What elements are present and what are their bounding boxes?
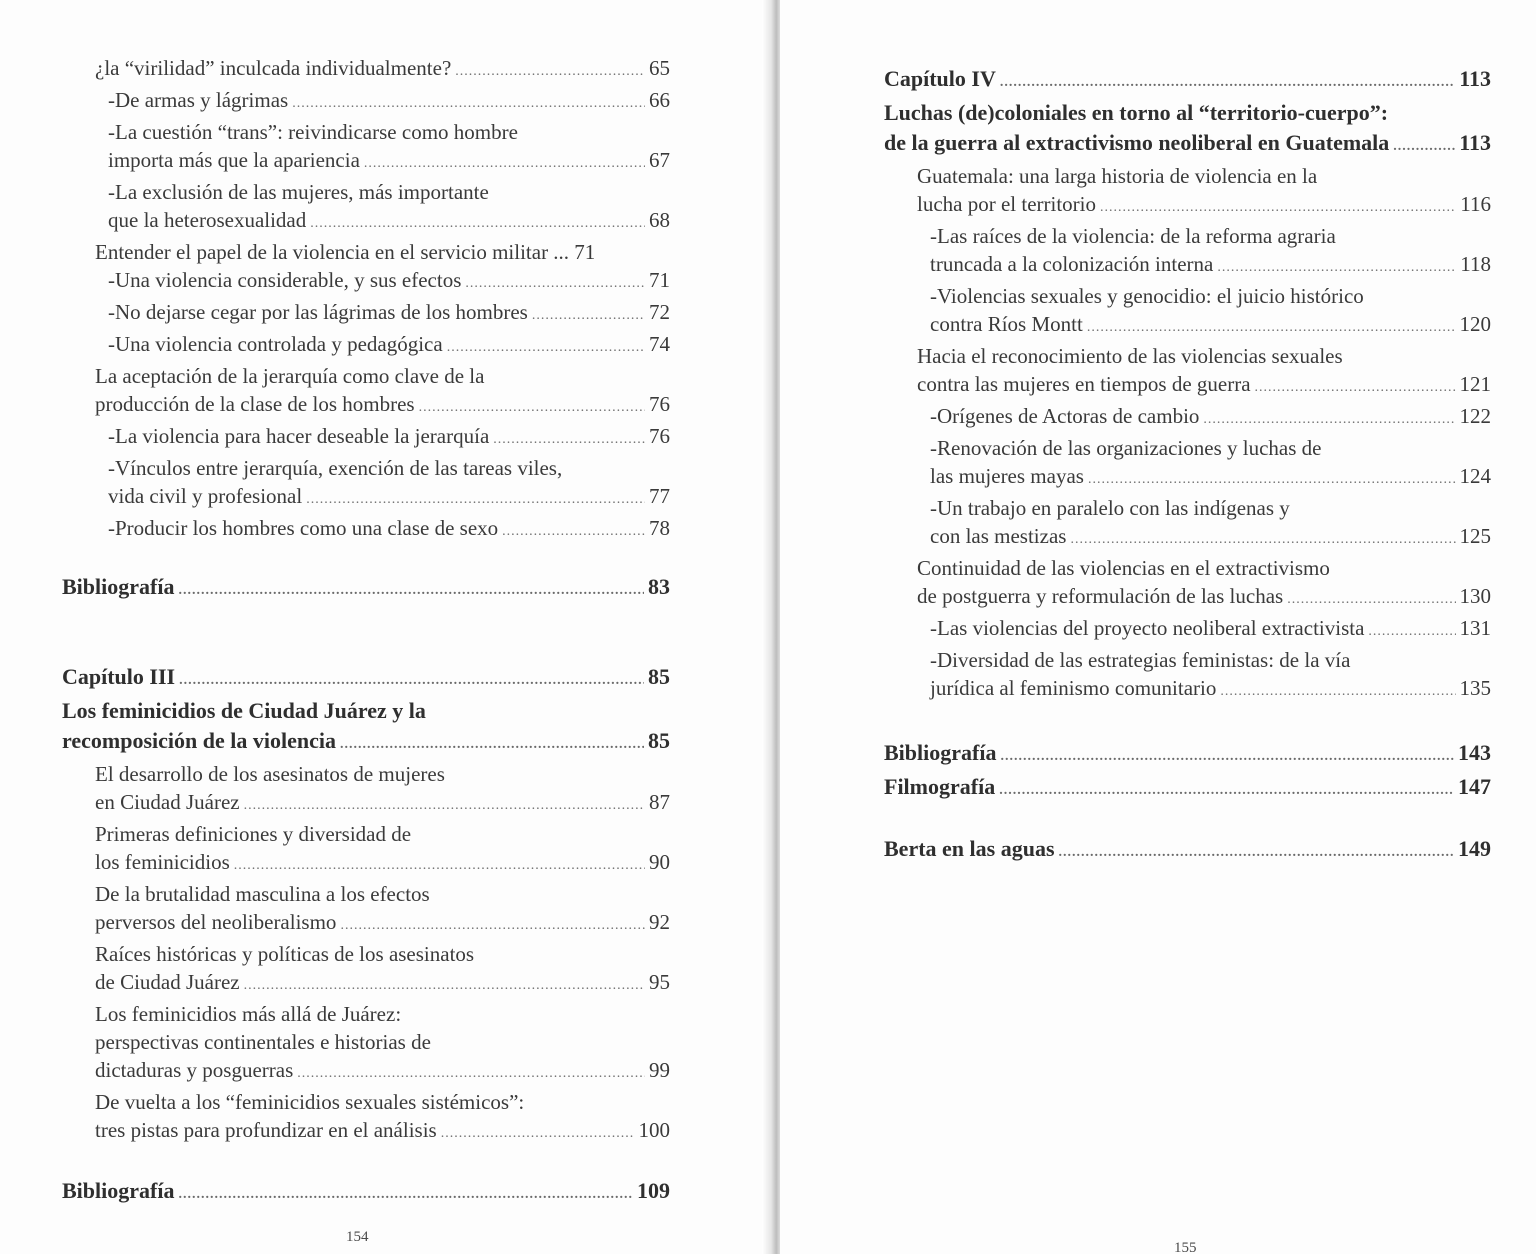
toc-entry-title: truncada a la colonización interna: [930, 252, 1214, 276]
toc-entry-line: [930, 462, 1491, 494]
toc-entry-title: -Un trabajo en paralelo con las indígenas y: [930, 496, 1290, 520]
toc-entry-line: [108, 422, 670, 454]
toc-entry-title: lucha por el territorio: [917, 192, 1097, 216]
toc-entry-line: [95, 390, 670, 422]
toc-entry: [884, 494, 1491, 554]
toc-entry-line: [95, 848, 670, 880]
toc-entry: [62, 820, 670, 880]
toc-entry-line: [930, 402, 1491, 434]
toc-entry-title: -Violencias sexuales y genocidio: el juicio histórico: [930, 284, 1364, 308]
toc-entry: [62, 238, 670, 266]
toc-entry-title: De vuelta a los “feminicidios sexuales sistémicos”:: [95, 1090, 525, 1114]
toc-page-number: 72: [649, 300, 670, 324]
dot-leader: [178, 576, 644, 606]
toc-entry-title: que la heterosexualidad: [108, 208, 307, 232]
toc-entry-line: [884, 834, 1491, 868]
toc-entry-title: -Una violencia controlada y pedagógica: [108, 332, 443, 356]
dot-leader: [455, 58, 645, 86]
toc-entry-line: [108, 298, 670, 330]
dot-leader: [306, 486, 645, 514]
dot-leader: [244, 792, 645, 820]
toc-entry: [884, 282, 1491, 342]
toc-entry: [62, 118, 670, 178]
toc-entry: [884, 222, 1491, 282]
dot-leader: [234, 852, 645, 880]
toc-entry: [884, 64, 1491, 98]
toc-entry: [62, 940, 670, 1000]
toc-entry: [62, 422, 670, 454]
toc-entry-title: jurídica al feminismo comunitario: [930, 676, 1217, 700]
toc-entry-line: [917, 370, 1491, 402]
dot-leader: [1000, 68, 1455, 98]
toc-entry: [62, 572, 670, 606]
toc-page-number: 121: [1459, 372, 1491, 396]
toc-entry-line: [930, 250, 1491, 282]
toc-page-number: 76: [649, 424, 670, 448]
dot-leader: [532, 302, 645, 330]
toc-entry-line: [884, 128, 1491, 162]
toc-page-number: 147: [1458, 774, 1491, 799]
toc-entry: [62, 54, 670, 86]
toc-page-number: 122: [1459, 404, 1491, 428]
toc-entry: [62, 298, 670, 330]
toc-entry-title: perversos del neoliberalismo: [95, 910, 337, 934]
toc-entry-title: -Diversidad de las estrategias feministas: de la vía: [930, 648, 1351, 672]
toc-entry: [62, 454, 670, 514]
toc-entry: [62, 662, 670, 696]
toc-entry-title: -Una violencia considerable, y sus efectos: [108, 268, 462, 292]
toc-page-number: 77: [649, 484, 670, 508]
toc-entry-line: [108, 266, 670, 298]
toc-entry-line: [62, 662, 670, 696]
toc-entry-line: [62, 1176, 670, 1210]
dot-leader: [493, 426, 645, 454]
toc-page-number: 118: [1460, 252, 1491, 276]
table-of-contents-left: [62, 54, 670, 1210]
dot-leader: [340, 730, 644, 760]
toc-entry-line: [108, 206, 670, 238]
toc-entry-title: De la brutalidad masculina a los efectos: [95, 882, 430, 906]
dot-leader: [999, 776, 1454, 806]
toc-page-number: 65: [649, 56, 670, 80]
dot-leader: [179, 666, 644, 696]
toc-entry-title: -De armas y lágrimas: [108, 88, 289, 112]
toc-entry-line: [930, 614, 1491, 646]
dot-leader: [297, 1060, 645, 1088]
toc-entry-title: -Producir los hombres como una clase de sexo: [108, 516, 499, 540]
toc-entry: [884, 738, 1491, 772]
toc-entry-line: [930, 310, 1491, 342]
toc-entry-title: tres pistas para profundizar en el análisis: [95, 1118, 437, 1142]
toc-page-number: 120: [1459, 312, 1491, 336]
dot-leader: [1393, 132, 1455, 162]
toc-entry-title: Los feminicidios de Ciudad Juárez y la: [62, 698, 426, 723]
toc-entry-line: [108, 514, 670, 546]
toc-page-number: 135: [1459, 676, 1491, 700]
toc-entry-line: [108, 330, 670, 362]
dot-leader: [1000, 742, 1454, 772]
toc-page-number: 109: [637, 1178, 670, 1203]
toc-page-number: 67: [649, 148, 670, 172]
toc-page-number: 68: [649, 208, 670, 232]
toc-entry-title: -Vínculos entre jerarquía, exención de las tareas viles,: [108, 456, 563, 480]
toc-entry-title: Bibliografía: [62, 574, 175, 599]
toc-entry-title: Entender el papel de la violencia en el servicio militar ... 71: [95, 240, 596, 264]
toc-entry-line: [917, 582, 1491, 614]
toc-entry: [884, 162, 1491, 222]
toc-page-number: 95: [649, 970, 670, 994]
toc-entry: [62, 760, 670, 820]
toc-entry-title: con las mestizas: [930, 524, 1067, 548]
toc-entry-title: Primeras definiciones y diversidad de: [95, 822, 412, 846]
toc-entry-title: Continuidad de las violencias en el extractivismo: [917, 556, 1330, 580]
dot-leader: [1287, 586, 1455, 614]
toc-entry-line: [108, 146, 670, 178]
toc-entry: [62, 1176, 670, 1210]
dot-leader: [1220, 678, 1455, 706]
toc-entry-title: contra Ríos Montt: [930, 312, 1083, 336]
toc-entry: [62, 86, 670, 118]
toc-entry-title: dictaduras y posguerras: [95, 1058, 294, 1082]
toc-entry: [884, 402, 1491, 434]
toc-entry: [62, 696, 670, 760]
dot-leader: [441, 1120, 635, 1148]
toc-page-number: 85: [648, 664, 670, 689]
toc-entry: [62, 330, 670, 362]
toc-page-number: 87: [649, 790, 670, 814]
toc-entry-title: vida civil y profesional: [108, 484, 303, 508]
toc-entry-line: [108, 86, 670, 118]
toc-entry-title: Hacia el reconocimiento de las violencias sexuales: [917, 344, 1343, 368]
toc-entry-line: [95, 1056, 670, 1088]
toc-entry: [884, 834, 1491, 868]
toc-entry: [62, 1088, 670, 1148]
toc-entry-title: Bibliografía: [884, 740, 997, 765]
toc-entry-line: [930, 522, 1491, 554]
toc-page-number: 100: [638, 1118, 670, 1142]
toc-page-number: 85: [648, 728, 670, 753]
toc-entry-title: de postguerra y reformulación de las luchas: [917, 584, 1284, 608]
toc-entry-title: de la guerra al extractivismo neoliberal en Guatemala: [884, 130, 1390, 155]
toc-entry-line: [930, 674, 1491, 706]
toc-entry-line: [95, 788, 670, 820]
toc-entry-line: [917, 190, 1491, 222]
dot-leader: [340, 912, 645, 940]
toc-page-number: 66: [649, 88, 670, 112]
dot-leader: [1100, 194, 1456, 222]
dot-leader: [465, 270, 645, 298]
toc-entry-title: -La exclusión de las mujeres, más importante: [108, 180, 489, 204]
table-of-contents-right: [884, 64, 1491, 868]
toc-page-number: 113: [1459, 66, 1491, 91]
toc-page-number: 143: [1458, 740, 1491, 765]
dot-leader: [244, 972, 645, 1000]
toc-entry-title: -Orígenes de Actoras de cambio: [930, 404, 1200, 428]
toc-entry-line: [62, 572, 670, 606]
toc-entry-title: Bibliografía: [62, 1178, 175, 1203]
toc-entry: [62, 362, 670, 422]
toc-entry: [884, 614, 1491, 646]
toc-entry-line: [884, 64, 1491, 98]
dot-leader: [1059, 838, 1455, 868]
toc-entry-title: -Las violencias del proyecto neoliberal extractivista: [930, 616, 1365, 640]
toc-page-number: 116: [1460, 192, 1491, 216]
toc-entry: [62, 266, 670, 298]
toc-entry-title: Guatemala: una larga historia de violencia en la: [917, 164, 1318, 188]
toc-entry-title: -Las raíces de la violencia: de la reforma agraria: [930, 224, 1336, 248]
toc-entry-title: -La cuestión “trans”: reivindicarse como hombre: [108, 120, 518, 144]
toc-page-number: 78: [649, 516, 670, 540]
toc-page-number: 90: [649, 850, 670, 874]
toc-page-number: 131: [1459, 616, 1491, 640]
toc-entry-title: Berta en las aguas: [884, 836, 1055, 861]
toc-entry-title: en Ciudad Juárez: [95, 790, 240, 814]
dot-leader: [502, 518, 645, 546]
toc-page-number: 71: [649, 268, 670, 292]
toc-entry-title: Capítulo IV: [884, 66, 996, 91]
toc-page-number: 74: [649, 332, 670, 356]
toc-page-number: 83: [648, 574, 670, 599]
dot-leader: [310, 210, 645, 238]
toc-entry-title: las mujeres mayas: [930, 464, 1084, 488]
dot-leader: [364, 150, 645, 178]
toc-entry: [62, 1000, 670, 1088]
toc-page-number: 125: [1459, 524, 1491, 548]
toc-entry-line: [108, 482, 670, 514]
toc-entry-line: [884, 738, 1491, 772]
dot-leader: [178, 1180, 633, 1210]
toc-page-number: 149: [1458, 836, 1491, 861]
toc-entry-title: de Ciudad Juárez: [95, 970, 240, 994]
toc-entry-title: perspectivas continentales e historias de: [95, 1030, 431, 1054]
dot-leader: [1087, 314, 1456, 342]
dot-leader: [1203, 406, 1455, 434]
toc-entry: [884, 646, 1491, 706]
dot-leader: [1255, 374, 1456, 402]
dot-leader: [1368, 618, 1455, 646]
toc-entry-title: Filmografía: [884, 774, 996, 799]
toc-entry-line: [95, 1116, 670, 1148]
toc-entry-title: Capítulo III: [62, 664, 176, 689]
toc-entry-title: importa más que la apariencia: [108, 148, 360, 172]
page-number-right: 155: [1174, 1240, 1197, 1256]
toc-entry-title: Luchas (de)coloniales en torno al “territorio-cuerpo”:: [884, 100, 1389, 125]
toc-page-number: 124: [1459, 464, 1491, 488]
dot-leader: [419, 394, 645, 422]
toc-entry-title: -La violencia para hacer deseable la jerarquía: [108, 424, 490, 448]
toc-entry: [884, 772, 1491, 806]
toc-entry: [884, 434, 1491, 494]
toc-entry: [62, 514, 670, 546]
toc-entry-title: producción de la clase de los hombres: [95, 392, 415, 416]
toc-entry-line: [95, 968, 670, 1000]
toc-entry: [62, 880, 670, 940]
dot-leader: [1070, 526, 1455, 554]
toc-entry-title: -No dejarse cegar por las lágrimas de los hombres: [108, 300, 528, 324]
toc-entry: [884, 554, 1491, 614]
toc-page-number: 99: [649, 1058, 670, 1082]
toc-entry-title: los feminicidios: [95, 850, 230, 874]
dot-leader: [1217, 254, 1456, 282]
toc-entry-title: Raíces históricas y políticas de los asesinatos: [95, 942, 475, 966]
toc-entry-title: contra las mujeres en tiempos de guerra: [917, 372, 1251, 396]
toc-entry-line: [95, 908, 670, 940]
toc-entry-title: ¿la “virilidad” inculcada individualmente?: [95, 56, 452, 80]
toc-page-number: 76: [649, 392, 670, 416]
toc-page-number: 113: [1459, 130, 1491, 155]
toc-entry: [62, 178, 670, 238]
toc-entry-title: -Renovación de las organizaciones y luchas de: [930, 436, 1322, 460]
dot-leader: [447, 334, 645, 362]
toc-entry-title: El desarrollo de los asesinatos de mujeres: [95, 762, 445, 786]
toc-entry-line: [62, 726, 670, 760]
toc-entry-title: La aceptación de la jerarquía como clave de la: [95, 364, 485, 388]
toc-entry: [884, 342, 1491, 402]
toc-page-number: 92: [649, 910, 670, 934]
page-number-left: 154: [346, 1229, 369, 1245]
dot-leader: [292, 90, 645, 118]
toc-entry: [884, 98, 1491, 162]
toc-entry-line: [95, 54, 670, 86]
toc-page-number: 130: [1459, 584, 1491, 608]
dot-leader: [1088, 466, 1456, 494]
toc-entry-title: Los feminicidios más allá de Juárez:: [95, 1002, 402, 1026]
toc-entry-title: recomposición de la violencia: [62, 728, 336, 753]
toc-entry-line: [884, 772, 1491, 806]
